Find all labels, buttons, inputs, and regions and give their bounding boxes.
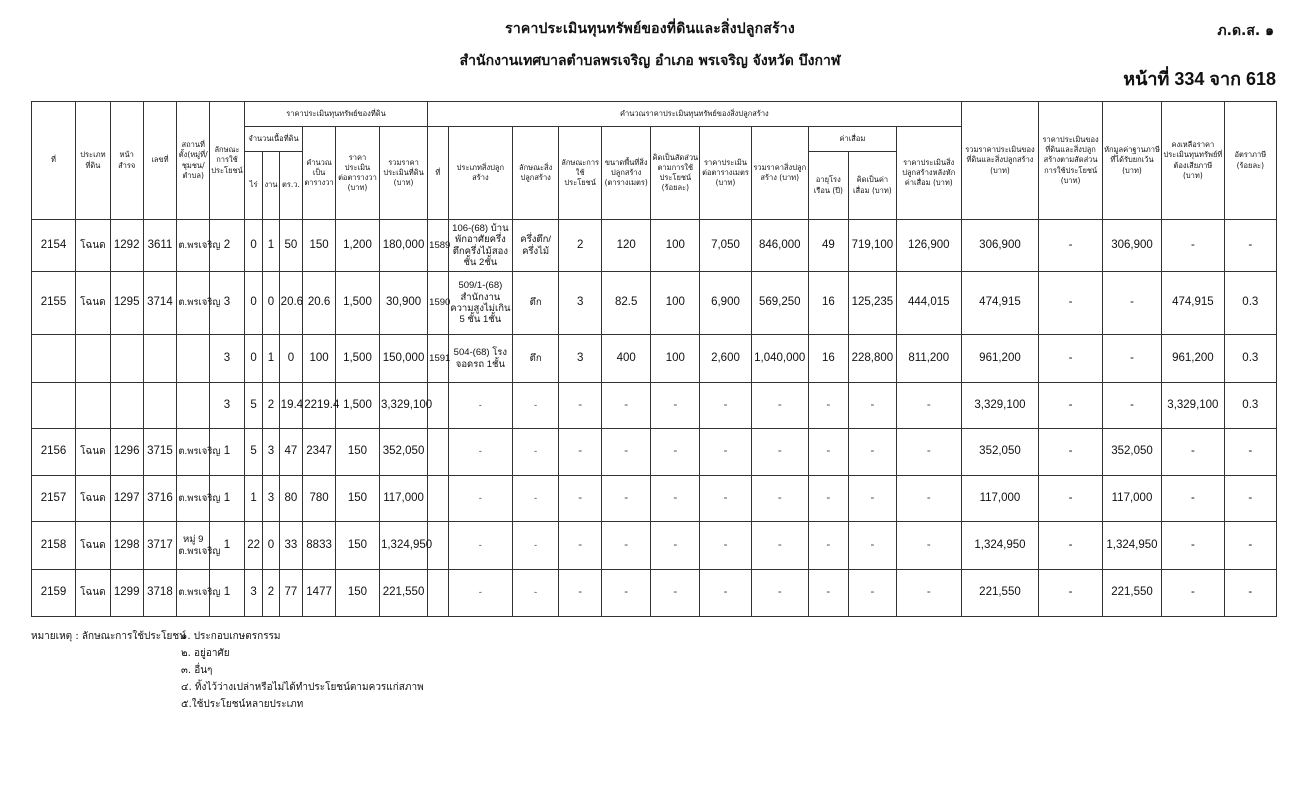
col-header-ngan: งาน xyxy=(263,152,279,220)
cell-number xyxy=(143,383,177,429)
cell-b-area: - xyxy=(602,570,651,617)
cell-b-type: 504-(68) โรงจอดรถ 1ชั้น xyxy=(448,335,512,383)
cell-taxable: - xyxy=(1162,522,1224,570)
cell-survey-page: 1292 xyxy=(110,220,143,272)
cell-location: ต.พรเจริญ xyxy=(177,220,210,272)
cell-b-type: - xyxy=(448,383,512,429)
cell-no: 2155 xyxy=(32,272,76,335)
cell-b-total: - xyxy=(751,570,808,617)
cell-share-price: - xyxy=(1039,383,1102,429)
cell-b-share: - xyxy=(651,522,700,570)
cell-dep-value: - xyxy=(848,429,896,476)
cell-taxable: - xyxy=(1162,429,1224,476)
cell-ngan: 3 xyxy=(263,429,279,476)
notes-lead: หมายเหตุ : ลักษณะการใช้ประโยชน์ xyxy=(31,631,186,642)
cell-tax-rate: 0.3 xyxy=(1224,272,1276,335)
cell-ngan: 3 xyxy=(263,476,279,522)
note-item: ๔. ทิ้งไว้ว่างเปล่าหรือไม่ได้ทำประโยชน์ตามควรแก่สภาพ xyxy=(181,682,424,693)
cell-number: 3715 xyxy=(143,429,177,476)
cell-b-kind: - xyxy=(513,383,559,429)
table-row xyxy=(32,570,1277,617)
cell-land-total: 180,000 xyxy=(379,220,427,272)
cell-doc-type: โฉนด xyxy=(76,522,111,570)
cell-b-price-sqm: - xyxy=(700,476,751,522)
cell-b-after-dep: - xyxy=(896,522,961,570)
cell-doc-type: โฉนด xyxy=(76,570,111,617)
note-item: ๑. ประกอบเกษตรกรรม xyxy=(181,631,281,642)
cell-b-use: - xyxy=(559,522,602,570)
cell-ngan: 2 xyxy=(263,570,279,617)
cell-share-price: - xyxy=(1039,429,1102,476)
cell-rai: 22 xyxy=(244,522,262,570)
cell-b-type: - xyxy=(448,570,512,617)
table-row xyxy=(32,476,1277,522)
cell-survey-page: 1295 xyxy=(110,272,143,335)
cell-land-use: 1 xyxy=(210,570,245,617)
cell-land-total: 1,324,950 xyxy=(379,522,427,570)
cell-location: ต.พรเจริญ xyxy=(177,429,210,476)
cell-wa: 80 xyxy=(279,476,303,522)
cell-no: 2158 xyxy=(32,522,76,570)
cell-rai: 0 xyxy=(244,335,262,383)
col-header-b-total: รวมราคาสิ่งปลูกสร้าง (บาท) xyxy=(751,127,808,220)
cell-tax-rate: - xyxy=(1224,476,1276,522)
cell-b-type: 106-(68) บ้านพักอาศัยครึ่งตึกครึ่งไม้สองชั้น 2ชั้น xyxy=(448,220,512,272)
cell-b-kind: ตึก xyxy=(513,272,559,335)
table-row xyxy=(32,522,1277,570)
col-header-b-use: ลักษณะการใช้ประโยชน์ xyxy=(559,127,602,220)
cell-b-kind: ครึ่งตึก/ครึ่งไม้ xyxy=(513,220,559,272)
cell-exemption: 1,324,950 xyxy=(1102,522,1161,570)
cell-no: 2156 xyxy=(32,429,76,476)
cell-b-total: 1,040,000 xyxy=(751,335,808,383)
cell-land-total: 30,900 xyxy=(379,272,427,335)
col-header-sq-wa-total: คำนวณเป็นตารางวา xyxy=(303,127,336,220)
cell-wa: 20.6 xyxy=(279,272,303,335)
cell-b-type: - xyxy=(448,429,512,476)
cell-b-use: 3 xyxy=(559,272,602,335)
cell-wa: 77 xyxy=(279,570,303,617)
cell-b-share: 100 xyxy=(651,335,700,383)
cell-tax-rate: 0.3 xyxy=(1224,383,1276,429)
cell-b-no xyxy=(428,570,448,617)
col-header-exemption: หักมูลค่าฐานภาษีที่ได้รับยกเว้น (บาท) xyxy=(1102,102,1161,220)
cell-b-price-sqm: - xyxy=(700,570,751,617)
table-row xyxy=(32,335,1277,383)
cell-no: 2159 xyxy=(32,570,76,617)
col-header-doc-type: ประเภทที่ดิน xyxy=(76,102,111,220)
cell-grand-total: 3,329,100 xyxy=(961,383,1039,429)
col-header-share-price: ราคาประเมินของที่ดินและสิ่งปลูกสร้างตามสัดส่วนการใช้ประโยชน์ (บาท) xyxy=(1039,102,1102,220)
cell-dep-age: 49 xyxy=(808,220,848,272)
cell-dep-value: 719,100 xyxy=(848,220,896,272)
cell-location: ต.พรเจริญ xyxy=(177,476,210,522)
cell-survey-page: 1299 xyxy=(110,570,143,617)
cell-b-type: - xyxy=(448,476,512,522)
cell-exemption: 352,050 xyxy=(1102,429,1161,476)
cell-grand-total: 117,000 xyxy=(961,476,1039,522)
col-header-land-use: ลักษณะการใช้ประโยชน์ xyxy=(210,102,245,220)
cell-b-kind: - xyxy=(513,522,559,570)
cell-doc-type: โฉนด xyxy=(76,429,111,476)
col-header-land-total: รวมราคาประเมินที่ดิน (บาท) xyxy=(379,127,427,220)
cell-dep-value: - xyxy=(848,383,896,429)
cell-land-use: 2 xyxy=(210,220,245,272)
cell-taxable: 961,200 xyxy=(1162,335,1224,383)
cell-location: ต.พรเจริญ xyxy=(177,272,210,335)
cell-number: 3611 xyxy=(143,220,177,272)
table-row xyxy=(32,272,1277,335)
cell-b-use: 2 xyxy=(559,220,602,272)
cell-b-total: - xyxy=(751,522,808,570)
cell-no xyxy=(32,383,76,429)
cell-b-total: - xyxy=(751,429,808,476)
cell-price-per-wa: 1,500 xyxy=(335,272,379,335)
cell-dep-age: - xyxy=(808,383,848,429)
cell-price-per-wa: 1,200 xyxy=(335,220,379,272)
cell-land-total: 117,000 xyxy=(379,476,427,522)
cell-b-area: - xyxy=(602,522,651,570)
cell-b-after-dep: 126,900 xyxy=(896,220,961,272)
assessment-table xyxy=(31,101,1277,617)
cell-number: 3718 xyxy=(143,570,177,617)
group-header-area: จำนวนเนื้อที่ดิน xyxy=(244,127,302,152)
cell-location xyxy=(177,335,210,383)
cell-sq-wa-total: 20.6 xyxy=(303,272,336,335)
cell-price-per-wa: 1,500 xyxy=(335,335,379,383)
cell-b-share: - xyxy=(651,476,700,522)
cell-b-area: - xyxy=(602,476,651,522)
cell-wa: 50 xyxy=(279,220,303,272)
cell-taxable: - xyxy=(1162,570,1224,617)
cell-land-use: 1 xyxy=(210,522,245,570)
cell-no: 2157 xyxy=(32,476,76,522)
cell-dep-age: - xyxy=(808,429,848,476)
cell-grand-total: 306,900 xyxy=(961,220,1039,272)
col-header-b-price-sqm: ราคาประเมินต่อตารางเมตร (บาท) xyxy=(700,127,751,220)
cell-grand-total: 221,550 xyxy=(961,570,1039,617)
cell-land-total: 221,550 xyxy=(379,570,427,617)
cell-dep-age: 16 xyxy=(808,272,848,335)
cell-b-after-dep: - xyxy=(896,383,961,429)
cell-b-after-dep: - xyxy=(896,476,961,522)
cell-taxable: - xyxy=(1162,220,1224,272)
cell-sq-wa-total: 8833 xyxy=(303,522,336,570)
cell-price-per-wa: 1,500 xyxy=(335,383,379,429)
cell-b-no xyxy=(428,429,448,476)
cell-tax-rate: - xyxy=(1224,220,1276,272)
cell-share-price: - xyxy=(1039,335,1102,383)
cell-exemption: 117,000 xyxy=(1102,476,1161,522)
cell-share-price: - xyxy=(1039,272,1102,335)
col-header-tax-rate: อัตราภาษี (ร้อยละ) xyxy=(1224,102,1276,220)
col-header-b-no: ที่ xyxy=(428,127,448,220)
cell-b-price-sqm: 7,050 xyxy=(700,220,751,272)
cell-ngan: 0 xyxy=(263,272,279,335)
cell-share-price: - xyxy=(1039,220,1102,272)
cell-b-kind: ตึก xyxy=(513,335,559,383)
note-item: ๕.ใช้ประโยชน์หลายประเภท xyxy=(181,699,304,710)
col-header-grand-total: รวมราคาประเมินของที่ดินและสิ่งปลูกสร้าง (บาท) xyxy=(961,102,1039,220)
cell-ngan: 2 xyxy=(263,383,279,429)
cell-wa: 0 xyxy=(279,335,303,383)
cell-dep-value: - xyxy=(848,570,896,617)
cell-share-price: - xyxy=(1039,476,1102,522)
cell-sq-wa-total: 2219.4 xyxy=(303,383,336,429)
cell-survey-page: 1297 xyxy=(110,476,143,522)
cell-survey-page xyxy=(110,335,143,383)
cell-survey-page xyxy=(110,383,143,429)
cell-tax-rate: - xyxy=(1224,570,1276,617)
cell-b-total: 569,250 xyxy=(751,272,808,335)
cell-b-after-dep: - xyxy=(896,429,961,476)
cell-b-type: - xyxy=(448,522,512,570)
table-body xyxy=(32,220,1277,617)
cell-doc-type: โฉนด xyxy=(76,272,111,335)
cell-wa: 47 xyxy=(279,429,303,476)
cell-wa: 19.4 xyxy=(279,383,303,429)
cell-b-share: 100 xyxy=(651,272,700,335)
col-header-b-share: คิดเป็นสัดส่วนตามการใช้ประโยชน์ (ร้อยละ) xyxy=(651,127,700,220)
col-header-no: ที่ xyxy=(32,102,76,220)
cell-no xyxy=(32,335,76,383)
col-header-b-after-dep: ราคาประเมินสิ่งปลูกสร้างหลังหักค่าเสื่อม (บาท) xyxy=(896,127,961,220)
cell-land-total: 352,050 xyxy=(379,429,427,476)
cell-dep-value: - xyxy=(848,476,896,522)
col-header-location: สถานที่ตั้ง(หมู่ที่/ชุมชน/ตำบล) xyxy=(177,102,210,220)
document-subtitle: สำนักงานเทศบาลตำบลพรเจริญ อำเภอ พรเจริญ จังหวัด บึงกาฬ xyxy=(459,53,841,69)
cell-b-area: 400 xyxy=(602,335,651,383)
cell-b-no: 1589 xyxy=(428,220,448,272)
cell-price-per-wa: 150 xyxy=(335,429,379,476)
notes-section xyxy=(31,628,424,713)
cell-share-price: - xyxy=(1039,522,1102,570)
group-header-land: ราคาประเมินทุนทรัพย์ของที่ดิน xyxy=(244,102,427,127)
cell-doc-type xyxy=(76,383,111,429)
col-header-dep-value: คิดเป็นค่าเสื่อม (บาท) xyxy=(848,152,896,220)
cell-location: ต.พรเจริญ xyxy=(177,570,210,617)
col-header-b-type: ประเภทสิ่งปลูกสร้าง xyxy=(448,127,512,220)
cell-land-use: 3 xyxy=(210,272,245,335)
cell-land-use: 3 xyxy=(210,335,245,383)
cell-dep-age: - xyxy=(808,476,848,522)
cell-ngan: 0 xyxy=(263,522,279,570)
table-row xyxy=(32,220,1277,272)
form-code: ภ.ด.ส. ๑ xyxy=(1217,23,1274,39)
cell-b-after-dep: 811,200 xyxy=(896,335,961,383)
cell-land-use: 1 xyxy=(210,476,245,522)
cell-price-per-wa: 150 xyxy=(335,522,379,570)
cell-b-price-sqm: 6,900 xyxy=(700,272,751,335)
cell-share-price: - xyxy=(1039,570,1102,617)
cell-wa: 33 xyxy=(279,522,303,570)
col-header-number: เลขที่ xyxy=(143,102,177,220)
note-item: ๓. อื่นๆ xyxy=(181,665,213,676)
cell-tax-rate: - xyxy=(1224,522,1276,570)
cell-sq-wa-total: 1477 xyxy=(303,570,336,617)
cell-no: 2154 xyxy=(32,220,76,272)
cell-b-share: - xyxy=(651,570,700,617)
cell-b-kind: - xyxy=(513,570,559,617)
cell-survey-page: 1296 xyxy=(110,429,143,476)
col-header-dep-age: อายุโรงเรือน (ปี) xyxy=(808,152,848,220)
cell-dep-value: 228,800 xyxy=(848,335,896,383)
cell-price-per-wa: 150 xyxy=(335,570,379,617)
cell-b-use: - xyxy=(559,476,602,522)
note-item: ๒. อยู่อาศัย xyxy=(181,648,230,659)
cell-dep-age: 16 xyxy=(808,335,848,383)
cell-rai: 0 xyxy=(244,220,262,272)
cell-b-share: - xyxy=(651,383,700,429)
cell-location xyxy=(177,383,210,429)
cell-land-use: 1 xyxy=(210,429,245,476)
cell-tax-rate: - xyxy=(1224,429,1276,476)
cell-number: 3714 xyxy=(143,272,177,335)
table-row xyxy=(32,429,1277,476)
cell-dep-value: 125,235 xyxy=(848,272,896,335)
cell-survey-page: 1298 xyxy=(110,522,143,570)
cell-exemption: - xyxy=(1102,335,1161,383)
cell-tax-rate: 0.3 xyxy=(1224,335,1276,383)
cell-land-use: 3 xyxy=(210,383,245,429)
cell-number xyxy=(143,335,177,383)
cell-b-share: 100 xyxy=(651,220,700,272)
group-header-depreciation: ค่าเสื่อม xyxy=(808,127,896,152)
cell-exemption: 306,900 xyxy=(1102,220,1161,272)
cell-sq-wa-total: 2347 xyxy=(303,429,336,476)
cell-sq-wa-total: 100 xyxy=(303,335,336,383)
col-header-price-per-wa: ราคาประเมินต่อตารางวา (บาท) xyxy=(335,127,379,220)
cell-rai: 1 xyxy=(244,476,262,522)
cell-exemption: 221,550 xyxy=(1102,570,1161,617)
cell-b-after-dep: - xyxy=(896,570,961,617)
cell-b-area: 120 xyxy=(602,220,651,272)
cell-grand-total: 1,324,950 xyxy=(961,522,1039,570)
cell-b-kind: - xyxy=(513,476,559,522)
col-header-b-area: ขนาดพื้นที่สิ่งปลูกสร้าง (ตารางเมตร) xyxy=(602,127,651,220)
cell-b-use: - xyxy=(559,383,602,429)
cell-taxable: 474,915 xyxy=(1162,272,1224,335)
cell-b-total: 846,000 xyxy=(751,220,808,272)
cell-grand-total: 961,200 xyxy=(961,335,1039,383)
cell-b-use: - xyxy=(559,429,602,476)
cell-b-use: 3 xyxy=(559,335,602,383)
cell-rai: 0 xyxy=(244,272,262,335)
cell-rai: 5 xyxy=(244,383,262,429)
cell-ngan: 1 xyxy=(263,335,279,383)
col-header-rai: ไร่ xyxy=(244,152,262,220)
cell-b-after-dep: 444,015 xyxy=(896,272,961,335)
cell-grand-total: 352,050 xyxy=(961,429,1039,476)
cell-b-no xyxy=(428,476,448,522)
cell-number: 3716 xyxy=(143,476,177,522)
cell-sq-wa-total: 780 xyxy=(303,476,336,522)
cell-taxable: 3,329,100 xyxy=(1162,383,1224,429)
cell-sq-wa-total: 150 xyxy=(303,220,336,272)
cell-location: หมู่ 9 ต.พรเจริญ xyxy=(177,522,210,570)
cell-land-total: 150,000 xyxy=(379,335,427,383)
page-indicator: หน้าที่ 334 จาก 618 xyxy=(1123,69,1276,89)
group-header-building: คำนวณราคาประเมินทุนทรัพย์ของสิ่งปลูกสร้าง xyxy=(428,102,961,127)
cell-doc-type xyxy=(76,335,111,383)
cell-doc-type: โฉนด xyxy=(76,476,111,522)
cell-doc-type: โฉนด xyxy=(76,220,111,272)
cell-dep-age: - xyxy=(808,570,848,617)
cell-b-kind: - xyxy=(513,429,559,476)
cell-b-area: - xyxy=(602,429,651,476)
cell-b-use: - xyxy=(559,570,602,617)
cell-exemption: - xyxy=(1102,383,1161,429)
col-header-survey-page: หน้าสำรจ xyxy=(110,102,143,220)
cell-b-total: - xyxy=(751,383,808,429)
cell-grand-total: 474,915 xyxy=(961,272,1039,335)
cell-exemption: - xyxy=(1102,272,1161,335)
cell-b-share: - xyxy=(651,429,700,476)
cell-number: 3717 xyxy=(143,522,177,570)
cell-b-price-sqm: 2,600 xyxy=(700,335,751,383)
cell-b-price-sqm: - xyxy=(700,429,751,476)
col-header-wa: ตร.ว. xyxy=(279,152,303,220)
col-header-b-kind: ลักษณะสิ่งปลูกสร้าง xyxy=(513,127,559,220)
cell-ngan: 1 xyxy=(263,220,279,272)
cell-rai: 3 xyxy=(244,570,262,617)
cell-b-type: 509/1-(68) สำนักงานความสูงไม่เกิน 5 ชั้น 1ชั้น xyxy=(448,272,512,335)
cell-land-total: 3,329,100 xyxy=(379,383,427,429)
cell-b-no: 1590 xyxy=(428,272,448,335)
cell-taxable: - xyxy=(1162,476,1224,522)
cell-price-per-wa: 150 xyxy=(335,476,379,522)
table-row xyxy=(32,383,1277,429)
cell-b-total: - xyxy=(751,476,808,522)
cell-b-price-sqm: - xyxy=(700,383,751,429)
cell-rai: 5 xyxy=(244,429,262,476)
document-title: ราคาประเมินทุนทรัพย์ของที่ดินและสิ่งปลูกสร้าง xyxy=(505,21,795,37)
cell-b-area: 82.5 xyxy=(602,272,651,335)
cell-b-area: - xyxy=(602,383,651,429)
cell-dep-age: - xyxy=(808,522,848,570)
cell-b-no: 1591 xyxy=(428,335,448,383)
cell-b-price-sqm: - xyxy=(700,522,751,570)
col-header-taxable: คงเหลือราคาประเมินทุนทรัพย์ที่ต้องเสียภาษี (บาท) xyxy=(1162,102,1224,220)
cell-dep-value: - xyxy=(848,522,896,570)
